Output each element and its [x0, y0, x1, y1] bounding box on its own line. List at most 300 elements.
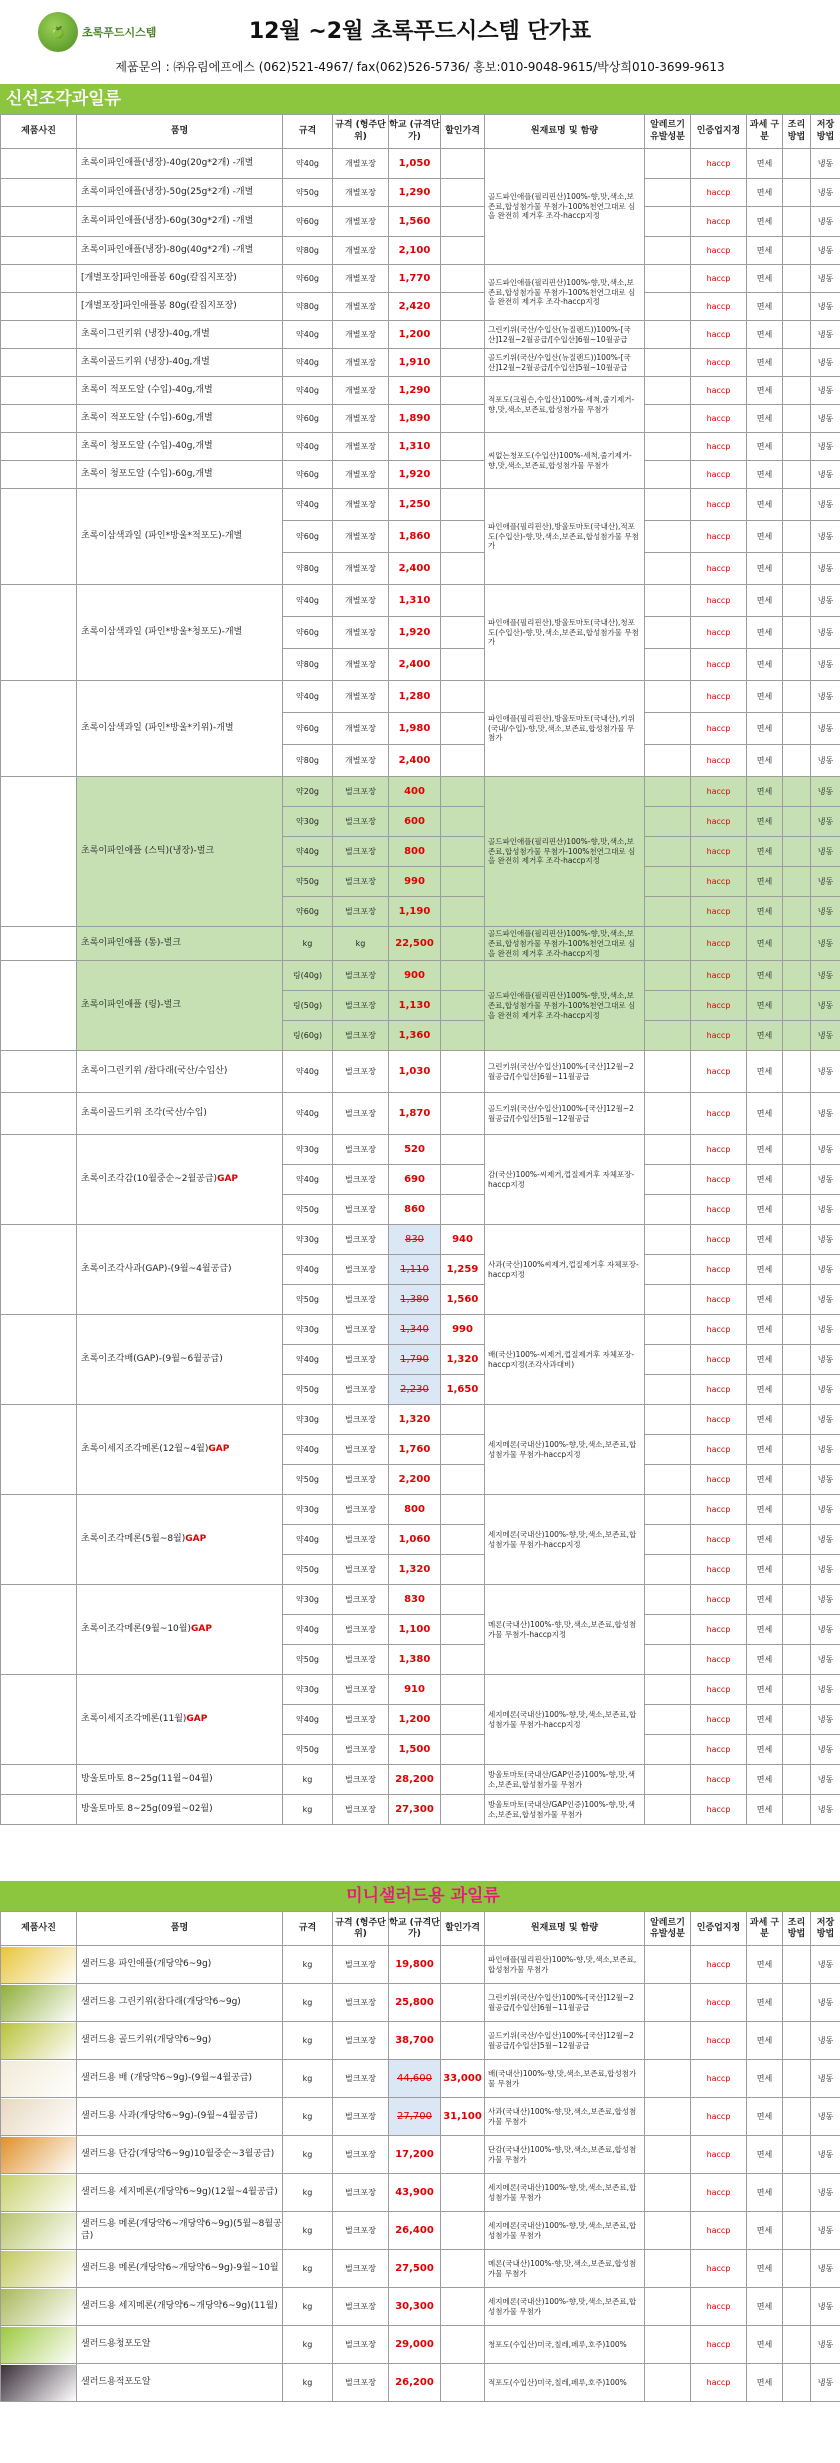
product-name: [77, 1135, 283, 1225]
gap-badge: GAP: [186, 1713, 208, 1724]
haccp-cell: haccp: [691, 349, 747, 377]
storage-cell: 냉동: [811, 179, 840, 207]
price-cell: 27,300: [389, 1795, 441, 1825]
ingredients-cell: 단감(국내산)100%-향,맛,색소,보존료,합성첨가물 무첨가: [485, 2136, 645, 2174]
tax-cell: 면세: [747, 461, 783, 489]
spec-cell: 약40g: [283, 681, 333, 713]
discount-price-cell: [441, 649, 485, 681]
unit-cell: 개별포장: [333, 585, 389, 617]
table-row: [1, 489, 840, 521]
spec-cell: 약80g: [283, 745, 333, 777]
product-image: [1, 2023, 76, 2059]
haccp-cell: haccp: [691, 961, 747, 991]
price-cell: 26,400: [389, 2212, 441, 2250]
product-name-text: 초록이조각감(10월중순~2월공급): [81, 1173, 218, 1184]
product-name-text: 초록이삼색과일 (파인*방울*적포도)-개별: [81, 530, 243, 541]
haccp-cell: haccp: [691, 2212, 747, 2250]
storage-cell: 냉동: [811, 489, 840, 521]
tax-cell: 면세: [747, 1405, 783, 1435]
discount-price-cell: [441, 521, 485, 553]
ingredients-cell: 방울토마토(국내산/GAP인증)100%-향,맛,색소,보존료,합성첨가물 무첨가: [485, 1765, 645, 1795]
haccp-cell: haccp: [691, 1615, 747, 1645]
product-photo: [1, 237, 77, 265]
tax-cell: 면세: [747, 1435, 783, 1465]
product-photo: [1, 2022, 77, 2060]
unit-cell: 개별포장: [333, 349, 389, 377]
cooking-cell: [783, 713, 811, 745]
allergen-cell: [645, 179, 691, 207]
price-cell: 2,400: [389, 649, 441, 681]
haccp-cell: haccp: [691, 1645, 747, 1675]
allergen-cell: [645, 553, 691, 585]
tax-cell: 면세: [747, 2174, 783, 2212]
original-price-cell: 830: [389, 1225, 441, 1255]
tax-cell: 면세: [747, 2250, 783, 2288]
product-photo: [1, 1225, 77, 1315]
product-name-text: 초록이골드키위 (냉장)-40g,개별: [81, 356, 210, 367]
table-row: [1, 1984, 840, 2022]
table-row: [1, 1093, 840, 1135]
page-title: 12월 ~2월 초록푸드시스템 단가표: [248, 19, 592, 44]
storage-cell: 냉동: [811, 1984, 840, 2022]
table-row: [1, 349, 840, 377]
storage-cell: 냉동: [811, 867, 840, 897]
product-name: 샐러드용 메론(개당약6~개당약6~9g)-9월~10월: [77, 2250, 283, 2288]
spec-cell: kg: [283, 1984, 333, 2022]
haccp-cell: haccp: [691, 1051, 747, 1093]
ingredients-cell: 골드파인애플(필리핀산)100%-향,맛,색소,보존료,합성첨가물 무첨가-100%천연그대로 심을 완전히 제거후 조각-haccp지정: [485, 961, 645, 1051]
allergen-cell: [645, 321, 691, 349]
cooking-cell: [783, 489, 811, 521]
cooking-cell: [783, 1195, 811, 1225]
cooking-cell: [783, 2060, 811, 2098]
cooking-cell: [783, 1946, 811, 1984]
storage-cell: 냉동: [811, 349, 840, 377]
product-name-text: 초록이조각메론(5월~8월): [81, 1533, 186, 1544]
allergen-cell: [645, 149, 691, 179]
product-photo: [1, 681, 77, 777]
unit-cell: 벌크포장: [333, 1525, 389, 1555]
product-photo: [1, 1675, 77, 1765]
discount-price-cell: [441, 1705, 485, 1735]
ingredients-cell: 세지메론(국내산)100%-향,맛,색소,보존료,합성첨가물 무첨가-haccp지정: [485, 1495, 645, 1585]
product-photo: [1, 2288, 77, 2326]
unit-cell: 벌크포장: [333, 2250, 389, 2288]
spec-cell: 약30g: [283, 1495, 333, 1525]
storage-cell: 냉동: [811, 1435, 840, 1465]
storage-cell: 냉동: [811, 991, 840, 1021]
discount-price-cell: [441, 321, 485, 349]
cooking-cell: [783, 961, 811, 991]
tax-cell: 면세: [747, 349, 783, 377]
unit-cell: 벌크포장: [333, 1165, 389, 1195]
cooking-cell: [783, 1375, 811, 1405]
discount-price-cell: [441, 713, 485, 745]
ingredients-cell: 감(국산)100%-씨제거,껍질제거후 자체포장-haccp지정: [485, 1135, 645, 1225]
spec-cell: kg: [283, 2098, 333, 2136]
cooking-cell: [783, 777, 811, 807]
product-name: [77, 585, 283, 681]
storage-cell: 냉동: [811, 1795, 840, 1825]
ingredients-cell: 씨없는청포도(수입산)100%-세척,줄기제거-향,맛,색소,보존료,합성첨가물 무첨가: [485, 433, 645, 489]
table-row: [1, 265, 840, 293]
discount-price-cell: 990: [441, 1315, 485, 1345]
product-name: [77, 1093, 283, 1135]
table-row: [1, 961, 840, 991]
table-row: [1, 1675, 840, 1705]
unit-cell: 벌크포장: [333, 2364, 389, 2402]
product-name: 샐러드용적포도알: [77, 2364, 283, 2402]
table-row: [1, 405, 840, 433]
product-name: [77, 681, 283, 777]
discount-price-cell: 1,320: [441, 1345, 485, 1375]
storage-cell: 냉동: [811, 837, 840, 867]
discount-price-cell: [441, 2250, 485, 2288]
allergen-cell: [645, 2250, 691, 2288]
table-row: [1, 293, 840, 321]
haccp-cell: haccp: [691, 1525, 747, 1555]
price-cell: 28,200: [389, 1765, 441, 1795]
product-name: [77, 1495, 283, 1585]
haccp-cell: haccp: [691, 1135, 747, 1165]
allergen-cell: [645, 1255, 691, 1285]
unit-cell: 벌크포장: [333, 1465, 389, 1495]
product-image: [1, 2365, 76, 2401]
product-name-text: 초록이조각배(GAP)-(9월~6월공급): [81, 1353, 223, 1364]
haccp-cell: haccp: [691, 179, 747, 207]
original-price-cell: 27,700: [389, 2098, 441, 2136]
cooking-cell: [783, 1705, 811, 1735]
ingredients-cell: 배(국산)100%-씨제거,껍질제거후 자체포장-haccp지정(조각사과대비): [485, 1315, 645, 1405]
column-header: 제품사진: [1, 1912, 77, 1946]
column-header: 조리 방법: [783, 1912, 811, 1946]
allergen-cell: [645, 991, 691, 1021]
original-price-cell: 1,380: [389, 1285, 441, 1315]
product-name-text: 초록이 적포도알 (수입)-40g,개별: [81, 384, 213, 395]
unit-cell: 개별포장: [333, 489, 389, 521]
ingredients-cell: 골드파인애플(필리핀산)100%-향,맛,색소,보존료,합성첨가물 무첨가-100%천연그대로 심을 완전히 제거후 조각-haccp지정: [485, 149, 645, 265]
price-cell: 29,000: [389, 2326, 441, 2364]
unit-cell: 벌크포장: [333, 777, 389, 807]
storage-cell: 냉동: [811, 2136, 840, 2174]
allergen-cell: [645, 2288, 691, 2326]
haccp-cell: haccp: [691, 1585, 747, 1615]
cooking-cell: [783, 2288, 811, 2326]
price-cell: 1,380: [389, 1645, 441, 1675]
product-name: [77, 179, 283, 207]
unit-cell: 개별포장: [333, 649, 389, 681]
cooking-cell: [783, 837, 811, 867]
storage-cell: 냉동: [811, 1165, 840, 1195]
tax-cell: 면세: [747, 1555, 783, 1585]
price-cell: 1,030: [389, 1051, 441, 1093]
allergen-cell: [645, 1435, 691, 1465]
storage-cell: 냉동: [811, 1315, 840, 1345]
cooking-cell: [783, 349, 811, 377]
allergen-cell: [645, 2136, 691, 2174]
tax-cell: 면세: [747, 1345, 783, 1375]
column-header: 저장 방법: [811, 115, 840, 149]
price-cell: 690: [389, 1165, 441, 1195]
price-cell: 1,920: [389, 617, 441, 649]
storage-cell: 냉동: [811, 2364, 840, 2402]
haccp-cell: haccp: [691, 1795, 747, 1825]
table-row: [1, 2326, 840, 2364]
allergen-cell: [645, 1135, 691, 1165]
cooking-cell: [783, 2364, 811, 2402]
price-cell: 900: [389, 961, 441, 991]
allergen-cell: [645, 807, 691, 837]
unit-cell: 벌크포장: [333, 2174, 389, 2212]
allergen-cell: [645, 1675, 691, 1705]
product-name-text: 방울토마토 8~25g(11월~04월): [81, 1773, 213, 1784]
allergen-cell: [645, 2060, 691, 2098]
storage-cell: 냉동: [811, 553, 840, 585]
table-row: [1, 1946, 840, 1984]
cooking-cell: [783, 927, 811, 961]
discount-price-cell: 1,560: [441, 1285, 485, 1315]
table-row: [1, 1135, 840, 1165]
cooking-cell: [783, 1345, 811, 1375]
storage-cell: 냉동: [811, 617, 840, 649]
spec-cell: 약30g: [283, 1585, 333, 1615]
product-photo: [1, 961, 77, 1051]
tax-cell: 면세: [747, 1285, 783, 1315]
cooking-cell: [783, 649, 811, 681]
haccp-cell: haccp: [691, 1315, 747, 1345]
discount-price-cell: [441, 867, 485, 897]
haccp-cell: haccp: [691, 237, 747, 265]
storage-cell: 냉동: [811, 713, 840, 745]
price-cell: 1,870: [389, 1093, 441, 1135]
allergen-cell: [645, 293, 691, 321]
unit-cell: 벌크포장: [333, 2098, 389, 2136]
haccp-cell: haccp: [691, 649, 747, 681]
cooking-cell: [783, 2326, 811, 2364]
price-cell: 1,050: [389, 149, 441, 179]
tax-cell: 면세: [747, 1225, 783, 1255]
cooking-cell: [783, 1315, 811, 1345]
tax-cell: 면세: [747, 1525, 783, 1555]
unit-cell: 개별포장: [333, 293, 389, 321]
table-row: [1, 2098, 840, 2136]
spec-cell: 약50g: [283, 1195, 333, 1225]
unit-cell: 벌크포장: [333, 897, 389, 927]
allergen-cell: [645, 897, 691, 927]
storage-cell: 냉동: [811, 961, 840, 991]
cooking-cell: [783, 1051, 811, 1093]
storage-cell: 냉동: [811, 461, 840, 489]
allergen-cell: [645, 2364, 691, 2402]
allergen-cell: [645, 1984, 691, 2022]
cooking-cell: [783, 1165, 811, 1195]
haccp-cell: haccp: [691, 1021, 747, 1051]
discount-price-cell: 940: [441, 1225, 485, 1255]
discount-price-cell: [441, 1555, 485, 1585]
unit-cell: 개별포장: [333, 433, 389, 461]
price-cell: 860: [389, 1195, 441, 1225]
unit-cell: 벌크포장: [333, 1585, 389, 1615]
allergen-cell: [645, 745, 691, 777]
table-row: [1, 2136, 840, 2174]
unit-cell: 개별포장: [333, 237, 389, 265]
allergen-cell: [645, 2098, 691, 2136]
product-name-text: 초록이조각사과(GAP)-(9월~4월공급): [81, 1263, 232, 1274]
haccp-cell: haccp: [691, 2136, 747, 2174]
product-name: 샐러드용청포도알: [77, 2326, 283, 2364]
unit-cell: 벌크포장: [333, 961, 389, 991]
tax-cell: 면세: [747, 2098, 783, 2136]
unit-cell: 벌크포장: [333, 2212, 389, 2250]
spec-cell: 약20g: [283, 777, 333, 807]
price-cell: 600: [389, 807, 441, 837]
storage-cell: 냉동: [811, 927, 840, 961]
haccp-cell: haccp: [691, 837, 747, 867]
storage-cell: 냉동: [811, 1615, 840, 1645]
cooking-cell: [783, 681, 811, 713]
column-header: 과세 구분: [747, 1912, 783, 1946]
storage-cell: 냉동: [811, 2212, 840, 2250]
discount-price-cell: [441, 897, 485, 927]
original-price-cell: 44,600: [389, 2060, 441, 2098]
tax-cell: 면세: [747, 1093, 783, 1135]
product-name: [77, 349, 283, 377]
unit-cell: 벌크포장: [333, 1675, 389, 1705]
product-photo: [1, 293, 77, 321]
allergen-cell: [645, 681, 691, 713]
allergen-cell: [645, 585, 691, 617]
table-row: [1, 1405, 840, 1435]
product-name: [77, 207, 283, 237]
price-cell: 30,300: [389, 2288, 441, 2326]
product-name: 샐러드용 세지메론(개당약6~개당약6~9g)(11월): [77, 2288, 283, 2326]
allergen-cell: [645, 405, 691, 433]
price-cell: 1,770: [389, 265, 441, 293]
table-row: [1, 1315, 840, 1345]
discount-price-cell: 33,000: [441, 2060, 485, 2098]
spec-cell: 약40g: [283, 1165, 333, 1195]
tax-cell: 면세: [747, 807, 783, 837]
haccp-cell: haccp: [691, 867, 747, 897]
discount-price-cell: [441, 991, 485, 1021]
storage-cell: 냉동: [811, 1675, 840, 1705]
haccp-cell: haccp: [691, 1495, 747, 1525]
column-header: 품명: [77, 115, 283, 149]
table-row: [1, 1795, 840, 1825]
spec-cell: 약60g: [283, 897, 333, 927]
price-cell: 520: [389, 1135, 441, 1165]
discount-price-cell: [441, 807, 485, 837]
unit-cell: 벌크포장: [333, 1285, 389, 1315]
table-row: [1, 1225, 840, 1255]
product-photo: [1, 1093, 77, 1135]
product-name-text: 초록이골드키위 조각(국산/수입): [81, 1107, 207, 1118]
tax-cell: 면세: [747, 2212, 783, 2250]
allergen-cell: [645, 837, 691, 867]
discount-price-cell: [441, 1405, 485, 1435]
tax-cell: 면세: [747, 1795, 783, 1825]
table-row: [1, 1585, 840, 1615]
cooking-cell: [783, 1984, 811, 2022]
allergen-cell: [645, 1165, 691, 1195]
allergen-cell: [645, 867, 691, 897]
unit-cell: 개별포장: [333, 681, 389, 713]
storage-cell: 냉동: [811, 293, 840, 321]
allergen-cell: [645, 2022, 691, 2060]
allergen-cell: [645, 433, 691, 461]
product-name-text: 초록이파인애플(냉장)-40g(20g*2개) -개별: [81, 157, 254, 168]
ingredients-cell: 방울토마토(국내산/GAP인증)100%-향,맛,색소,보존료,합성첨가물 무첨가: [485, 1795, 645, 1825]
unit-cell: 벌크포장: [333, 1021, 389, 1051]
discount-price-cell: [441, 837, 485, 867]
unit-cell: 벌크포장: [333, 1195, 389, 1225]
allergen-cell: [645, 1195, 691, 1225]
cooking-cell: [783, 1645, 811, 1675]
tax-cell: 면세: [747, 897, 783, 927]
product-name: [77, 265, 283, 293]
product-photo: [1, 1495, 77, 1585]
ingredients-cell: 세지메론(국내산)100%-향,맛,색소,보존료,합성첨가물 무첨가: [485, 2212, 645, 2250]
cooking-cell: [783, 897, 811, 927]
tax-cell: 면세: [747, 2326, 783, 2364]
spec-cell: kg: [283, 2326, 333, 2364]
allergen-cell: [645, 1495, 691, 1525]
cooking-cell: [783, 1765, 811, 1795]
storage-cell: 냉동: [811, 897, 840, 927]
price-cell: 2,400: [389, 553, 441, 585]
haccp-cell: haccp: [691, 1225, 747, 1255]
product-name-text: 초록이그린키위 /참다래(국산/수입산): [81, 1065, 228, 1076]
unit-cell: 벌크포장: [333, 1645, 389, 1675]
product-name: [77, 433, 283, 461]
discount-price-cell: [441, 1525, 485, 1555]
product-name: [77, 927, 283, 961]
haccp-cell: haccp: [691, 377, 747, 405]
unit-cell: 벌크포장: [333, 1135, 389, 1165]
unit-cell: 개별포장: [333, 745, 389, 777]
unit-cell: 벌크포장: [333, 1093, 389, 1135]
spec-cell: kg: [283, 2250, 333, 2288]
product-name: [77, 489, 283, 585]
allergen-cell: [645, 927, 691, 961]
ingredients-cell: 그린키위(국산/수입산)100%-[국산]12월~2월공급/[수입산]6월~11월공급: [485, 1984, 645, 2022]
discount-price-cell: [441, 1645, 485, 1675]
table-row: [1, 681, 840, 713]
storage-cell: 냉동: [811, 649, 840, 681]
discount-price-cell: [441, 1093, 485, 1135]
product-name: 샐러드용 단감(개당약6~9g)10월중순~3월공급): [77, 2136, 283, 2174]
column-header: 품명: [77, 1912, 283, 1946]
tax-cell: 면세: [747, 1946, 783, 1984]
spec-cell: 약50g: [283, 1555, 333, 1585]
spec-cell: 약40g: [283, 1051, 333, 1093]
price-cell: 830: [389, 1585, 441, 1615]
cooking-cell: [783, 1135, 811, 1165]
column-header: 저장 방법: [811, 1912, 840, 1946]
discount-price-cell: [441, 2288, 485, 2326]
discount-price-cell: [441, 293, 485, 321]
haccp-cell: haccp: [691, 745, 747, 777]
cooking-cell: [783, 1021, 811, 1051]
storage-cell: 냉동: [811, 1375, 840, 1405]
product-name: [77, 405, 283, 433]
unit-cell: 개별포장: [333, 377, 389, 405]
product-name: [77, 1315, 283, 1405]
product-name: [77, 1225, 283, 1315]
price-cell: 1,920: [389, 461, 441, 489]
discount-price-cell: 31,100: [441, 2098, 485, 2136]
allergen-cell: [645, 1405, 691, 1435]
